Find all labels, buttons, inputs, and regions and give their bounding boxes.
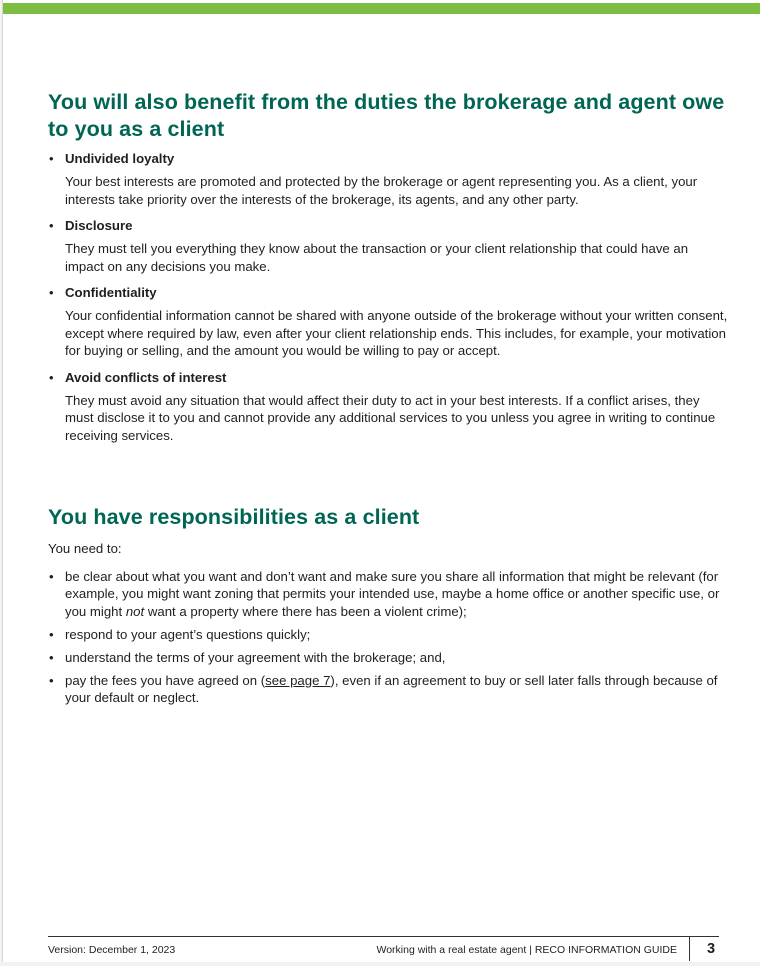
bullet-icon: • (49, 285, 54, 300)
footer-divider (689, 937, 690, 961)
footer-version: Version: December 1, 2023 (48, 944, 176, 956)
footer-guide-title: Working with a real estate agent | RECO INFORMATION GUIDE (376, 944, 677, 956)
bullet-icon: • (49, 569, 54, 584)
list-item (48, 568, 728, 620)
duty-description: Your confidential information cannot be shared with anyone outside of the brokerage without your written consent, except where required by law, even after your client relationship ends. This includes, for example, your motivation for buying or selling, and the amount you would be willing to pay or accept. (65, 308, 728, 358)
item-text: want a property where there has been a violent crime); (144, 603, 467, 619)
duty-description: They must avoid any situation that would affect their duty to act in your best interests. If a conflict arises, they must disclose it to you and cannot provide any additional services to you unless you agree in writing to continue receiving services. (65, 392, 716, 443)
footer-rule (48, 936, 719, 937)
bullet-icon: • (49, 369, 54, 385)
item-text: be clear about what you want and don’t want and make sure you share all information that might be relevant (for example, you might want zoning that permits your intended use, maybe a home office or another specific use, or you might (65, 569, 720, 619)
see-page-link[interactable]: see page 7 (265, 672, 331, 688)
bullet-icon: • (49, 151, 54, 166)
list-item (48, 626, 728, 643)
document-page (2, 0, 760, 962)
accent-top-bar (3, 3, 760, 14)
item-text: respond to your agent’s questions quickly; (65, 626, 311, 642)
item-text: ), even if an agreement to buy or sell later falls through because of your default or neglect. (65, 672, 718, 705)
bullet-icon: • (49, 672, 54, 688)
list-item (48, 649, 728, 666)
list-item (48, 217, 728, 275)
responsibilities-heading: You have responsibilities as a client (48, 505, 420, 529)
list-item (48, 369, 728, 445)
list-item (48, 672, 728, 707)
responsibilities-list (48, 568, 728, 712)
duty-description: Your best interests are promoted and protected by the brokerage or agent representing you. As a client, your interests take priority over the interests of the brokerage, its agents, and any other party. (65, 174, 698, 207)
duty-title: Confidentiality (65, 285, 157, 300)
page-number: 3 (707, 941, 716, 957)
responsibilities-intro: You need to: (48, 541, 122, 556)
duties-heading: You will also benefit from the duties the brokerage and agent owe to you as a client (48, 90, 725, 141)
item-text: understand the terms of your agreement with the brokerage; and, (65, 649, 446, 665)
bullet-icon: • (49, 649, 54, 665)
duty-title: Undivided loyalty (65, 151, 175, 166)
bullet-icon: • (49, 626, 54, 642)
item-text: pay the fees you have agreed on ( (65, 672, 266, 688)
list-item (48, 284, 728, 360)
duty-description: They must tell you everything they know about the transaction or your client relationship that could have an impact on any decisions you make. (65, 241, 689, 274)
item-emphasis: not (125, 603, 145, 619)
duties-list (48, 150, 728, 453)
duty-title: Avoid conflicts of interest (65, 369, 227, 385)
bullet-icon: • (49, 218, 54, 233)
duty-title: Disclosure (65, 218, 133, 233)
list-item (48, 150, 728, 208)
